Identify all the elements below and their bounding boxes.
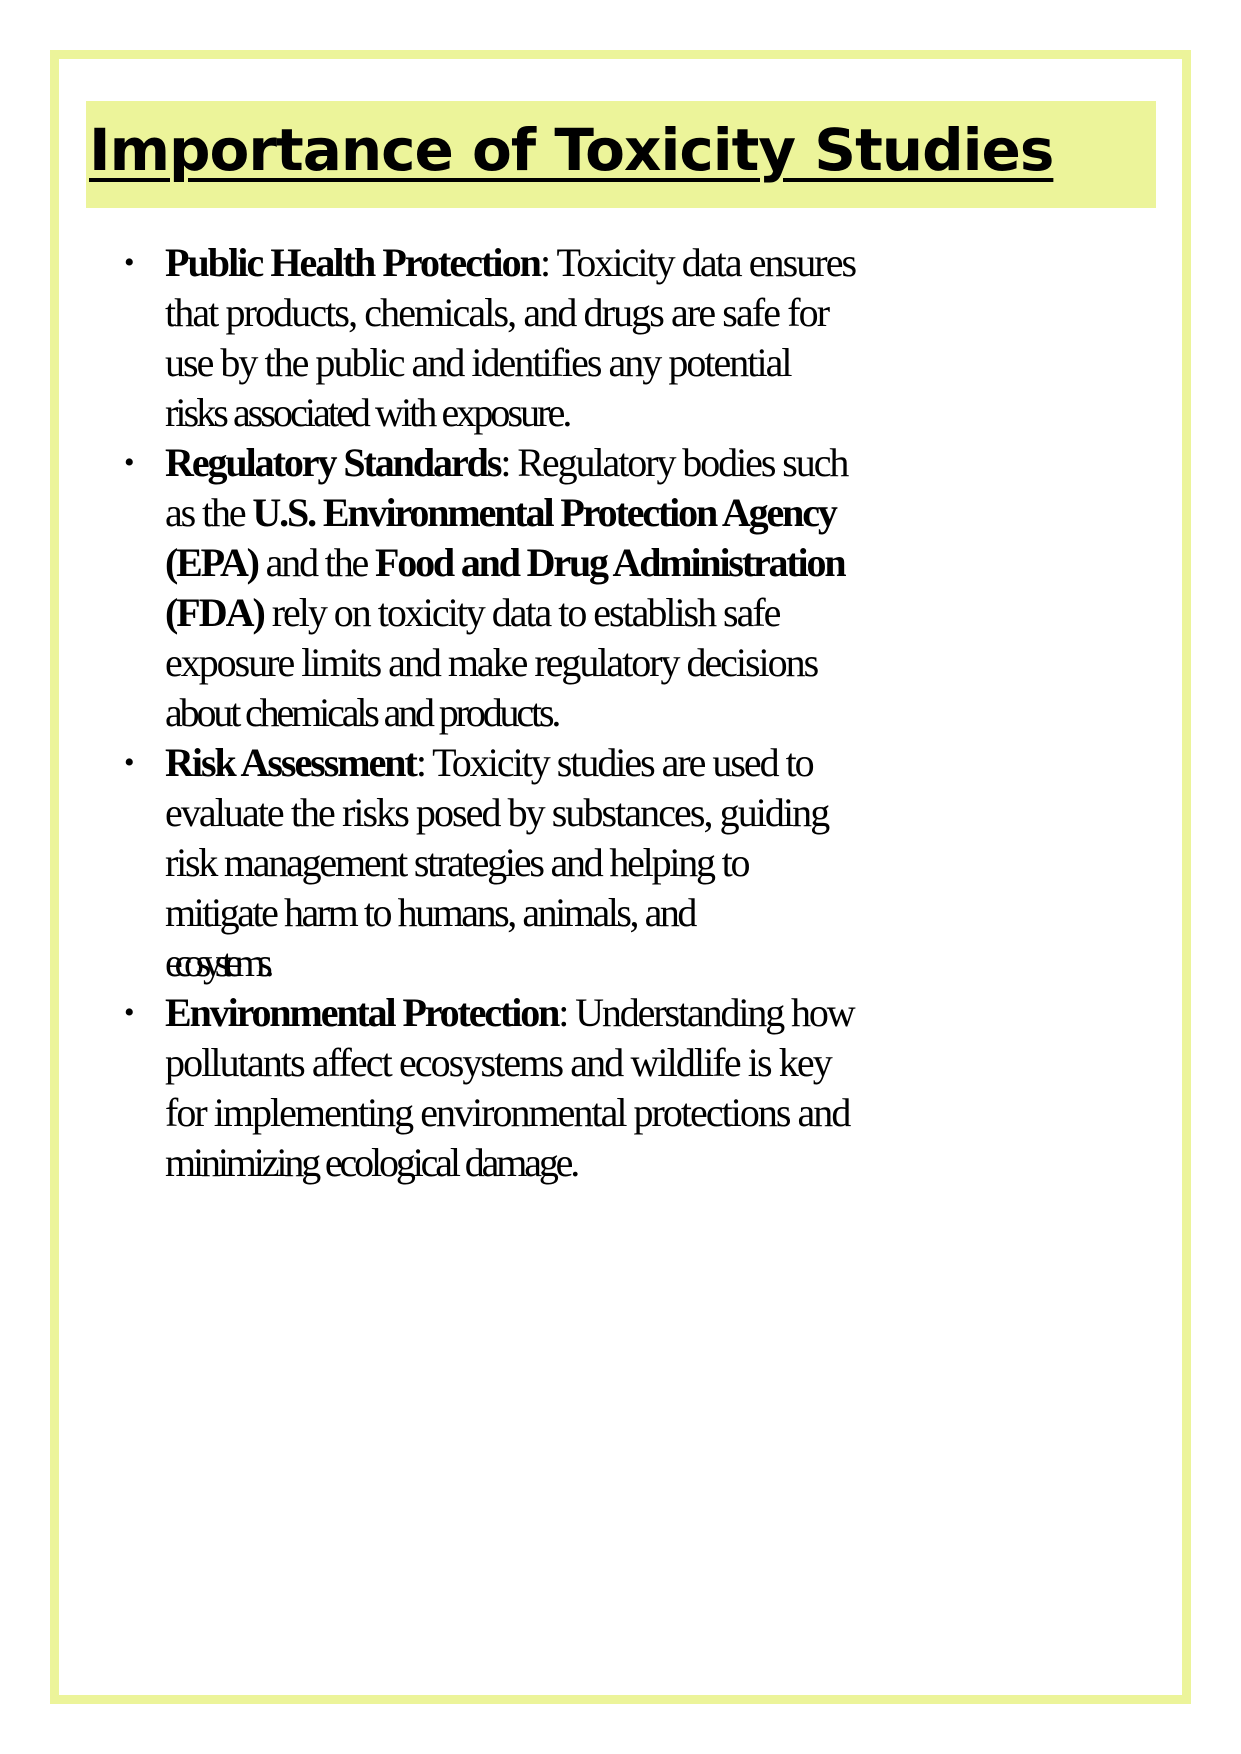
bullet-icon: • — [124, 996, 135, 1029]
list-item-line — [165, 988, 1241, 1038]
list-item-line — [165, 688, 1241, 738]
page-title: Importance of Toxicity Studies — [89, 116, 1054, 184]
bold-term: Food and Drug Administration — [374, 540, 845, 585]
bold-term: Risk Assessment — [165, 740, 416, 785]
list-item-line — [165, 1038, 1241, 1088]
bullet-icon: • — [124, 246, 135, 279]
list-item-line — [165, 938, 1241, 988]
list-item-line — [165, 538, 1241, 588]
list-item-line — [165, 438, 1241, 488]
list-item-line — [165, 238, 1241, 288]
body-text: for implementing environmental protections and — [165, 1090, 850, 1135]
list-item — [0, 438, 1241, 738]
list-item-line — [165, 1088, 1241, 1138]
body-text: : Toxicity studies are used to — [415, 740, 813, 785]
bold-term: (FDA) — [165, 590, 264, 635]
list-item-line — [165, 888, 1241, 938]
list-item-line — [165, 338, 1241, 388]
list-item-line — [165, 738, 1241, 788]
body-text: as the — [165, 490, 253, 535]
body-text: about chemicals and products. — [165, 690, 559, 735]
body-text: pollutants affect ecosystems and wildlife is key — [165, 1040, 831, 1085]
body-text: rely on toxicity data to establish safe — [263, 590, 780, 635]
body-text: : Understanding how — [558, 990, 854, 1035]
list-item-line — [165, 588, 1241, 638]
bold-term: Regulatory Standards — [165, 440, 501, 485]
list-item-line — [165, 488, 1241, 538]
body-text: risk management strategies and helping to — [165, 840, 749, 885]
bold-term: U.S. Environmental Protection Agency — [252, 490, 836, 535]
bold-term: Public Health Protection — [165, 240, 540, 285]
list-item-line — [165, 1138, 1241, 1188]
body-text: : Regulatory bodies such — [500, 440, 848, 485]
body-text: minimizing ecological damage. — [165, 1140, 578, 1185]
body-text: that products, chemicals, and drugs are safe for — [165, 290, 829, 335]
list-item — [0, 988, 1241, 1188]
body-text: risks associated with exposure. — [165, 390, 570, 435]
bold-term: Environmental Protection — [165, 990, 559, 1035]
bullet-list — [0, 238, 1241, 1188]
list-item-line — [165, 388, 1241, 438]
body-text: ecosystems. — [165, 940, 267, 985]
list-item-line — [165, 638, 1241, 688]
list-item-line — [165, 838, 1241, 888]
body-text: use by the public and identifies any potential — [165, 340, 791, 385]
bullet-icon: • — [124, 446, 135, 479]
list-item — [0, 238, 1241, 438]
bold-term: (EPA) — [165, 540, 258, 585]
list-item-line — [165, 288, 1241, 338]
body-text: evaluate the risks posed by substances, guiding — [165, 790, 829, 835]
body-text: and the — [257, 540, 375, 585]
body-text: exposure limits and make regulatory decisions — [165, 640, 818, 685]
body-text: mitigate harm to humans, animals, and — [165, 890, 695, 935]
list-item-line — [165, 788, 1241, 838]
body-text: : Toxicity data ensures — [539, 240, 856, 285]
bullet-icon: • — [124, 746, 135, 779]
list-item — [0, 738, 1241, 988]
